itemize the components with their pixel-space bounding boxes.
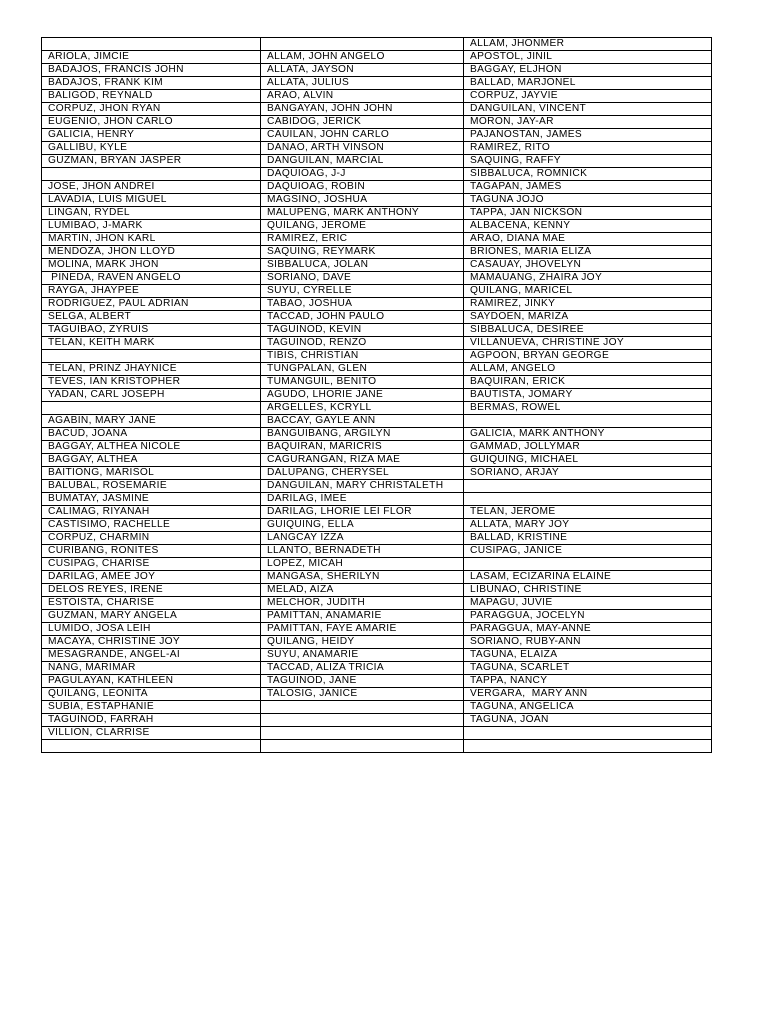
table-row	[42, 90, 712, 103]
table-row	[42, 558, 712, 571]
name-cell-col-1: BADAJOS, FRANCIS JOHN	[42, 64, 261, 77]
name-cell-col-3: ALBACENA, KENNY	[464, 220, 712, 233]
table-row	[42, 207, 712, 220]
name-cell-col-3: BALLAD, KRISTINE	[464, 532, 712, 545]
name-cell-col-1: MOLINA, MARK JHON	[42, 259, 261, 272]
name-cell-col-3	[464, 740, 712, 753]
name-cell-col-1: RAYGA, JHAYPEE	[42, 285, 261, 298]
name-cell-col-3: PAJANOSTAN, JAMES	[464, 129, 712, 142]
name-cell-col-2: SUYU, ANAMARIE	[261, 649, 464, 662]
name-cell-col-2: TACCAD, ALIZA TRICIA	[261, 662, 464, 675]
name-cell-col-1: TAGUIBAO, ZYRUIS	[42, 324, 261, 337]
name-cell-col-1: LUMIDO, JOSA LEIH	[42, 623, 261, 636]
name-cell-col-1: LAVADIA, LUIS MIGUEL	[42, 194, 261, 207]
name-cell-col-1: EUGENIO, JHON CARLO	[42, 116, 261, 129]
name-cell-col-2: ALLAM, JOHN ANGELO	[261, 51, 464, 64]
name-cell-col-1: CORPUZ, CHARMIN	[42, 532, 261, 545]
name-cell-col-3: PARAGGUA, MAY-ANNE	[464, 623, 712, 636]
table-row	[42, 519, 712, 532]
table-row	[42, 298, 712, 311]
name-cell-col-3	[464, 480, 712, 493]
name-cell-col-1: BALIGOD, REYNALD	[42, 90, 261, 103]
name-cell-col-3: AGPOON, BRYAN GEORGE	[464, 350, 712, 363]
table-row	[42, 38, 712, 51]
table-row	[42, 675, 712, 688]
table-row	[42, 454, 712, 467]
name-cell-col-2: DAQUIOAG, ROBIN	[261, 181, 464, 194]
name-cell-col-2: MELCHOR, JUDITH	[261, 597, 464, 610]
name-cell-col-3: TAPPA, JAN NICKSON	[464, 207, 712, 220]
name-cell-col-3	[464, 727, 712, 740]
name-cell-col-2: SAQUING, REYMARK	[261, 246, 464, 259]
table-row	[42, 389, 712, 402]
name-cell-col-3: MORON, JAY-AR	[464, 116, 712, 129]
name-cell-col-2: AGUDO, LHORIE JANE	[261, 389, 464, 402]
table-row	[42, 363, 712, 376]
name-cell-col-3: CUSIPAG, JANICE	[464, 545, 712, 558]
name-cell-col-3: BAQUIRAN, ERICK	[464, 376, 712, 389]
table-row	[42, 493, 712, 506]
name-cell-col-2: LOPEZ, MICAH	[261, 558, 464, 571]
name-cell-col-2: DANAO, ARTH VINSON	[261, 142, 464, 155]
name-cell-col-2: TAGUINOD, RENZO	[261, 337, 464, 350]
table-row	[42, 350, 712, 363]
name-cell-col-1: BUMATAY, JASMINE	[42, 493, 261, 506]
name-cell-col-3: SORIANO, ARJAY	[464, 467, 712, 480]
name-cell-col-1: DELOS REYES, IRENE	[42, 584, 261, 597]
name-cell-col-3: MAPAGU, JUVIE	[464, 597, 712, 610]
table-row	[42, 324, 712, 337]
table-row	[42, 376, 712, 389]
table-row	[42, 233, 712, 246]
name-cell-col-3: CASAUAY, JHOVELYN	[464, 259, 712, 272]
name-cell-col-3: TAGAPAN, JAMES	[464, 181, 712, 194]
name-cell-col-1: CUSIPAG, CHARISE	[42, 558, 261, 571]
name-cell-col-3: SORIANO, RUBY-ANN	[464, 636, 712, 649]
name-cell-col-3: SIBBALUCA, ROMNICK	[464, 168, 712, 181]
name-cell-col-2	[261, 727, 464, 740]
name-cell-col-1: BALUBAL, ROSEMARIE	[42, 480, 261, 493]
name-cell-col-1: JOSE, JHON ANDREI	[42, 181, 261, 194]
name-cell-col-1: BACUD, JOANA	[42, 428, 261, 441]
name-cell-col-1: VILLION, CLARRISE	[42, 727, 261, 740]
name-cell-col-2: TUMANGUIL, BENITO	[261, 376, 464, 389]
name-cell-col-3	[464, 558, 712, 571]
name-cell-col-2: TIBIS, CHRISTIAN	[261, 350, 464, 363]
name-cell-col-2: SUYU, CYRELLE	[261, 285, 464, 298]
table-row	[42, 688, 712, 701]
name-cell-col-3: BRIONES, MARIA ELIZA	[464, 246, 712, 259]
table-row	[42, 740, 712, 753]
table-row	[42, 584, 712, 597]
name-cell-col-3: QUILANG, MARICEL	[464, 285, 712, 298]
name-cell-col-2: BAQUIRAN, MARICRIS	[261, 441, 464, 454]
table-row	[42, 311, 712, 324]
table-row	[42, 610, 712, 623]
name-cell-col-3: SAYDOEN, MARIZA	[464, 311, 712, 324]
name-cell-col-2: MALUPENG, MARK ANTHONY	[261, 207, 464, 220]
table-row	[42, 623, 712, 636]
name-cell-col-3: VILLANUEVA, CHRISTINE JOY	[464, 337, 712, 350]
name-cell-col-1	[42, 168, 261, 181]
name-cell-col-3: GALICIA, MARK ANTHONY	[464, 428, 712, 441]
table-row	[42, 480, 712, 493]
name-cell-col-1: LINGAN, RYDEL	[42, 207, 261, 220]
name-cell-col-1: TEVES, IAN KRISTOPHER	[42, 376, 261, 389]
name-cell-col-2: SIBBALUCA, JOLAN	[261, 259, 464, 272]
table-row	[42, 532, 712, 545]
name-cell-col-3: TAGUNA, SCARLET	[464, 662, 712, 675]
name-cell-col-2: DAQUIOAG, J-J	[261, 168, 464, 181]
table-row	[42, 77, 712, 90]
name-cell-col-2	[261, 740, 464, 753]
name-cell-col-1: MESAGRANDE, ANGEL-AI	[42, 649, 261, 662]
name-cell-col-2: DANGUILAN, MARCIAL	[261, 155, 464, 168]
name-cell-col-3: PARAGGUA, JOCELYN	[464, 610, 712, 623]
table-row	[42, 220, 712, 233]
table-row	[42, 649, 712, 662]
name-cell-col-3: GAMMAD, JOLLYMAR	[464, 441, 712, 454]
table-row	[42, 662, 712, 675]
name-cell-col-1: BAITIONG, MARISOL	[42, 467, 261, 480]
name-cell-col-2: MAGSINO, JOSHUA	[261, 194, 464, 207]
name-cell-col-3	[464, 415, 712, 428]
name-cell-col-1: CASTISIMO, RACHELLE	[42, 519, 261, 532]
name-cell-col-1: CURIBANG, RONITES	[42, 545, 261, 558]
table-row	[42, 194, 712, 207]
name-cell-col-3: TAGUNA, JOAN	[464, 714, 712, 727]
name-cell-col-1: GALICIA, HENRY	[42, 129, 261, 142]
name-cell-col-1: NANG, MARIMAR	[42, 662, 261, 675]
name-cell-col-3: TAPPA, NANCY	[464, 675, 712, 688]
name-cell-col-3: BALLAD, MARJONEL	[464, 77, 712, 90]
name-cell-col-3: SAQUING, RAFFY	[464, 155, 712, 168]
table-row	[42, 506, 712, 519]
name-cell-col-2	[261, 701, 464, 714]
name-cell-col-1: SELGA, ALBERT	[42, 311, 261, 324]
name-cell-col-1: BAGGAY, ALTHEA	[42, 454, 261, 467]
name-cell-col-1: MARTIN, JHON KARL	[42, 233, 261, 246]
name-cell-col-1: TELAN, KEITH MARK	[42, 337, 261, 350]
name-cell-col-2: RAMIREZ, ERIC	[261, 233, 464, 246]
name-cell-col-3: ARAO, DIANA MAE	[464, 233, 712, 246]
name-cell-col-2	[261, 714, 464, 727]
roster-table-body	[42, 38, 712, 753]
name-cell-col-2: DARILAG, IMEE	[261, 493, 464, 506]
name-cell-col-2: TABAO, JOSHUA	[261, 298, 464, 311]
table-row	[42, 51, 712, 64]
name-cell-col-1: ESTOISTA, CHARISE	[42, 597, 261, 610]
table-row	[42, 441, 712, 454]
name-cell-col-1: GUZMAN, BRYAN JASPER	[42, 155, 261, 168]
name-cell-col-2: BANGUIBANG, ARGILYN	[261, 428, 464, 441]
name-cell-col-2: BANGAYAN, JOHN JOHN	[261, 103, 464, 116]
name-cell-col-1: MACAYA, CHRISTINE JOY	[42, 636, 261, 649]
name-cell-col-2: ALLATA, JAYSON	[261, 64, 464, 77]
name-cell-col-2: TAGUINOD, JANE	[261, 675, 464, 688]
table-row	[42, 597, 712, 610]
name-cell-col-1: GALLIBU, KYLE	[42, 142, 261, 155]
name-cell-col-1	[42, 740, 261, 753]
table-row	[42, 181, 712, 194]
name-cell-col-3: BERMAS, ROWEL	[464, 402, 712, 415]
name-cell-col-3: LIBUNAO, CHRISTINE	[464, 584, 712, 597]
name-cell-col-3: LASAM, ECIZARINA ELAINE	[464, 571, 712, 584]
name-cell-col-1: RODRIGUEZ, PAUL ADRIAN	[42, 298, 261, 311]
name-cell-col-3: BAUTISTA, JOMARY	[464, 389, 712, 402]
table-row	[42, 168, 712, 181]
table-row	[42, 272, 712, 285]
name-cell-col-3: GUIQUING, MICHAEL	[464, 454, 712, 467]
name-cell-col-3: SIBBALUCA, DESIREE	[464, 324, 712, 337]
table-row	[42, 155, 712, 168]
name-cell-col-1: QUILANG, LEONITA	[42, 688, 261, 701]
name-cell-col-3	[464, 493, 712, 506]
name-cell-col-3: TELAN, JEROME	[464, 506, 712, 519]
table-row	[42, 701, 712, 714]
name-cell-col-2: CAUILAN, JOHN CARLO	[261, 129, 464, 142]
name-cell-col-3: ALLATA, MARY JOY	[464, 519, 712, 532]
table-row	[42, 142, 712, 155]
name-cell-col-2: SORIANO, DAVE	[261, 272, 464, 285]
name-cell-col-3: RAMIREZ, JINKY	[464, 298, 712, 311]
name-cell-col-2: ARGELLES, KCRYLL	[261, 402, 464, 415]
name-cell-col-3: VERGARA, MARY ANN	[464, 688, 712, 701]
name-cell-col-2: DANGUILAN, MARY CHRISTALETH	[261, 480, 464, 493]
table-row	[42, 727, 712, 740]
table-row	[42, 545, 712, 558]
name-cell-col-2: PAMITTAN, FAYE AMARIE	[261, 623, 464, 636]
table-row	[42, 415, 712, 428]
name-cell-col-1: AGABIN, MARY JANE	[42, 415, 261, 428]
table-row	[42, 467, 712, 480]
table-row	[42, 337, 712, 350]
name-cell-col-2: LLANTO, BERNADETH	[261, 545, 464, 558]
name-cell-col-2: ARAO, ALVIN	[261, 90, 464, 103]
name-cell-col-2: TACCAD, JOHN PAULO	[261, 311, 464, 324]
name-cell-col-2: DALUPANG, CHERYSEL	[261, 467, 464, 480]
name-cell-col-2: QUILANG, JEROME	[261, 220, 464, 233]
name-cell-col-2: LANGCAY IZZA	[261, 532, 464, 545]
name-cell-col-1	[42, 38, 261, 51]
name-cell-col-1	[42, 350, 261, 363]
name-cell-col-1: YADAN, CARL JOSEPH	[42, 389, 261, 402]
name-cell-col-1	[42, 402, 261, 415]
name-cell-col-2: MELAD, AIZA	[261, 584, 464, 597]
name-cell-col-3: TAGUNA JOJO	[464, 194, 712, 207]
name-cell-col-1: GUZMAN, MARY ANGELA	[42, 610, 261, 623]
table-row	[42, 428, 712, 441]
name-cell-col-2: TAGUINOD, KEVIN	[261, 324, 464, 337]
name-cell-col-3: MAMAUANG, ZHAIRA JOY	[464, 272, 712, 285]
table-row	[42, 714, 712, 727]
table-row	[42, 636, 712, 649]
name-cell-col-3: RAMIREZ, RITO	[464, 142, 712, 155]
table-row	[42, 402, 712, 415]
name-cell-col-2: DARILAG, LHORIE LEI FLOR	[261, 506, 464, 519]
name-cell-col-1: MENDOZA, JHON LLOYD	[42, 246, 261, 259]
table-row	[42, 64, 712, 77]
name-cell-col-2: QUILANG, HEIDY	[261, 636, 464, 649]
name-cell-col-2: MANGASA, SHERILYN	[261, 571, 464, 584]
name-cell-col-1: PAGULAYAN, KATHLEEN	[42, 675, 261, 688]
name-cell-col-2: ALLATA, JULIUS	[261, 77, 464, 90]
name-cell-col-3: CORPUZ, JAYVIE	[464, 90, 712, 103]
name-cell-col-2: CAGURANGAN, RIZA MAE	[261, 454, 464, 467]
name-cell-col-2: TUNGPALAN, GLEN	[261, 363, 464, 376]
table-row	[42, 129, 712, 142]
name-cell-col-1: TELAN, PRINZ JHAYNICE	[42, 363, 261, 376]
name-cell-col-1: LUMIBAO, J-MARK	[42, 220, 261, 233]
name-cell-col-1: DARILAG, AMEE JOY	[42, 571, 261, 584]
name-cell-col-3: DANGUILAN, VINCENT	[464, 103, 712, 116]
table-row	[42, 571, 712, 584]
name-cell-col-3: TAGUNA, ELAIZA	[464, 649, 712, 662]
name-cell-col-3: APOSTOL, JINIL	[464, 51, 712, 64]
table-row	[42, 246, 712, 259]
name-cell-col-1: BAGGAY, ALTHEA NICOLE	[42, 441, 261, 454]
name-cell-col-3: ALLAM, ANGELO	[464, 363, 712, 376]
table-row	[42, 259, 712, 272]
name-cell-col-1: CALIMAG, RIYANAH	[42, 506, 261, 519]
name-cell-col-1: PINEDA, RAVEN ANGELO	[42, 272, 261, 285]
name-cell-col-3: TAGUNA, ANGELICA	[464, 701, 712, 714]
name-cell-col-2: BACCAY, GAYLE ANN	[261, 415, 464, 428]
name-cell-col-1: BADAJOS, FRANK KIM	[42, 77, 261, 90]
name-cell-col-2: GUIQUING, ELLA	[261, 519, 464, 532]
table-row	[42, 103, 712, 116]
name-cell-col-3: BAGGAY, ELJHON	[464, 64, 712, 77]
name-cell-col-3: ALLAM, JHONMER	[464, 38, 712, 51]
name-cell-col-2	[261, 38, 464, 51]
name-cell-col-1: CORPUZ, JHON RYAN	[42, 103, 261, 116]
name-cell-col-1: TAGUINOD, FARRAH	[42, 714, 261, 727]
name-cell-col-2: CABIDOG, JERICK	[261, 116, 464, 129]
name-cell-col-1: SUBIA, ESTAPHANIE	[42, 701, 261, 714]
name-cell-col-2: TALOSIG, JANICE	[261, 688, 464, 701]
table-row	[42, 116, 712, 129]
table-row	[42, 285, 712, 298]
name-cell-col-1: ARIOLA, JIMCIE	[42, 51, 261, 64]
name-roster-table	[41, 37, 712, 753]
name-cell-col-2: PAMITTAN, ANAMARIE	[261, 610, 464, 623]
